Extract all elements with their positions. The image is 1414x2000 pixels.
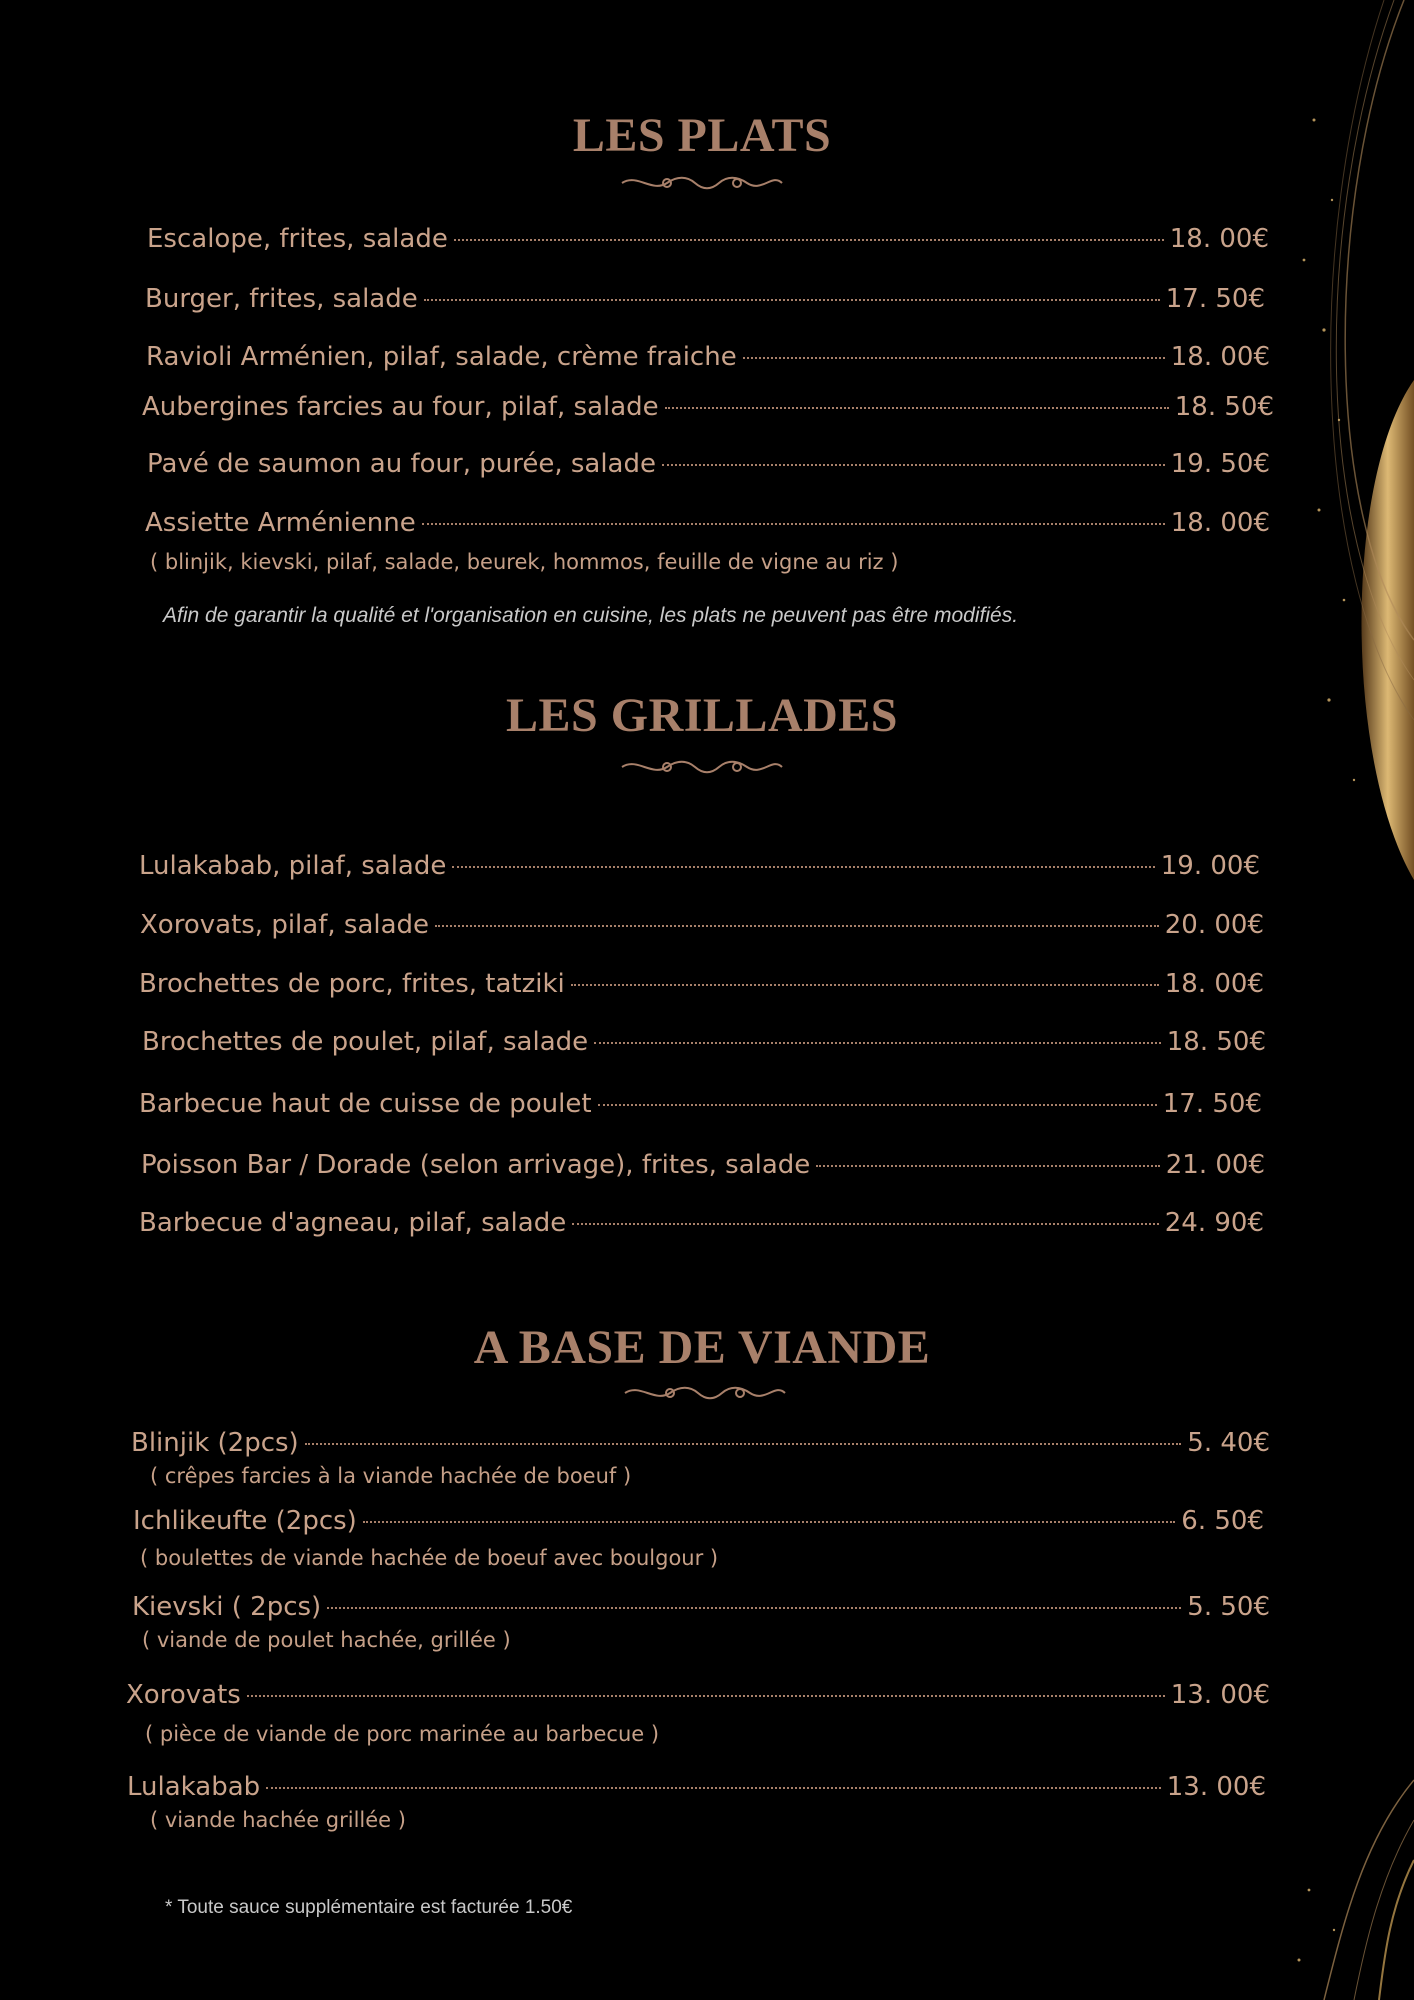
menu-item — [139, 1208, 1264, 1238]
menu-item — [131, 1428, 1270, 1458]
item-name: Brochettes de porc, frites, tatziki — [139, 969, 565, 999]
menu-item — [140, 910, 1264, 940]
menu-item — [126, 1680, 1270, 1710]
item-price: 18. 00€ — [1164, 969, 1264, 999]
item-name: Poisson Bar / Dorade (selon arrivage), frites, salade — [141, 1150, 811, 1180]
item-name: Xorovats, pilaf, salade — [140, 910, 430, 940]
dot-leader — [435, 925, 1159, 927]
section-title-plats: LES PLATS — [572, 109, 832, 162]
menu-item — [145, 508, 1270, 538]
flourish-ornament-icon — [617, 752, 787, 782]
item-price: 19. 50€ — [1170, 449, 1270, 479]
menu-item — [127, 1772, 1266, 1802]
item-name: Lulakabab — [127, 1772, 261, 1802]
menu-item — [142, 392, 1274, 422]
dot-leader — [424, 299, 1160, 301]
item-name: Assiette Arménienne — [145, 508, 416, 538]
kitchen-note: Afin de garantir la qualité et l'organisation en cuisine, les plats ne peuvent pas être modifiés. — [163, 604, 1019, 627]
item-description: ( blinjik, kievski, pilaf, salade, beurek, hommos, feuille de vigne au riz ) — [150, 550, 899, 574]
item-name: Escalope, frites, salade — [147, 224, 448, 254]
dot-leader — [452, 866, 1154, 868]
menu-item — [139, 851, 1260, 881]
menu-item — [141, 1150, 1265, 1180]
menu-item — [139, 1089, 1262, 1119]
item-name: Lulakabab, pilaf, salade — [139, 851, 447, 881]
item-price: 18. 00€ — [1169, 224, 1269, 254]
item-name: Pavé de saumon au four, purée, salade — [147, 449, 656, 479]
item-description: ( viande de poulet hachée, grillée ) — [142, 1628, 511, 1652]
item-name: Ravioli Arménien, pilaf, salade, crème fraiche — [146, 342, 737, 372]
menu-item — [145, 284, 1265, 314]
dot-leader — [594, 1042, 1161, 1044]
item-price: 24. 90€ — [1164, 1208, 1264, 1238]
item-name: Xorovats — [126, 1680, 241, 1710]
item-name: Barbecue haut de cuisse de poulet — [139, 1089, 592, 1119]
item-price: 6. 50€ — [1181, 1506, 1264, 1536]
dot-leader — [363, 1521, 1175, 1523]
dot-leader — [571, 984, 1159, 986]
dot-leader — [598, 1104, 1157, 1106]
dot-leader — [816, 1165, 1159, 1167]
item-price: 18. 00€ — [1170, 508, 1270, 538]
item-description: ( boulettes de viande hachée de boeuf avec boulgour ) — [140, 1546, 719, 1570]
menu-item — [147, 449, 1270, 479]
gold-swirl-decoration — [1284, 0, 1414, 2000]
dot-leader — [422, 523, 1165, 525]
dot-leader — [454, 239, 1164, 241]
item-price: 21. 00€ — [1165, 1150, 1265, 1180]
item-price: 18. 50€ — [1174, 392, 1274, 422]
flourish-ornament-icon — [617, 168, 787, 198]
dot-leader — [743, 357, 1165, 359]
item-price: 19. 00€ — [1160, 851, 1260, 881]
item-name: Blinjik (2pcs) — [131, 1428, 299, 1458]
section-title-viande: A BASE DE VIANDE — [473, 1321, 931, 1374]
item-price: 5. 50€ — [1187, 1592, 1270, 1622]
menu-item — [142, 1027, 1266, 1057]
item-price: 13. 00€ — [1170, 1680, 1270, 1710]
item-name: Kievski ( 2pcs) — [132, 1592, 322, 1622]
item-description: ( pièce de viande de porc marinée au barbecue ) — [145, 1722, 660, 1746]
item-price: 20. 00€ — [1164, 910, 1264, 940]
item-description: ( viande hachée grillée ) — [150, 1808, 406, 1832]
item-description: ( crêpes farcies à la viande hachée de boeuf ) — [150, 1464, 632, 1488]
menu-item — [132, 1592, 1270, 1622]
flourish-ornament-icon — [620, 1378, 790, 1408]
dot-leader — [247, 1695, 1165, 1697]
item-price: 13. 00€ — [1166, 1772, 1266, 1802]
item-price: 17. 50€ — [1162, 1089, 1262, 1119]
menu-item — [133, 1506, 1264, 1536]
dot-leader — [572, 1223, 1159, 1225]
item-name: Ichlikeufte (2pcs) — [133, 1506, 357, 1536]
item-price: 18. 50€ — [1166, 1027, 1266, 1057]
menu-item — [147, 224, 1269, 254]
item-price: 17. 50€ — [1165, 284, 1265, 314]
item-name: Aubergines farcies au four, pilaf, salade — [142, 392, 659, 422]
item-price: 5. 40€ — [1187, 1428, 1270, 1458]
dot-leader — [327, 1607, 1181, 1609]
item-price: 18. 00€ — [1170, 342, 1270, 372]
item-name: Burger, frites, salade — [145, 284, 418, 314]
dot-leader — [266, 1787, 1161, 1789]
menu-item — [146, 342, 1270, 372]
dot-leader — [665, 407, 1169, 409]
dot-leader — [305, 1443, 1182, 1445]
item-name: Brochettes de poulet, pilaf, salade — [142, 1027, 589, 1057]
section-title-grillades: LES GRILLADES — [506, 689, 898, 742]
menu-item — [139, 969, 1264, 999]
item-name: Barbecue d'agneau, pilaf, salade — [139, 1208, 567, 1238]
dot-leader — [662, 464, 1165, 466]
sauce-footnote: * Toute sauce supplémentaire est facturée 1.50€ — [165, 1897, 573, 1918]
